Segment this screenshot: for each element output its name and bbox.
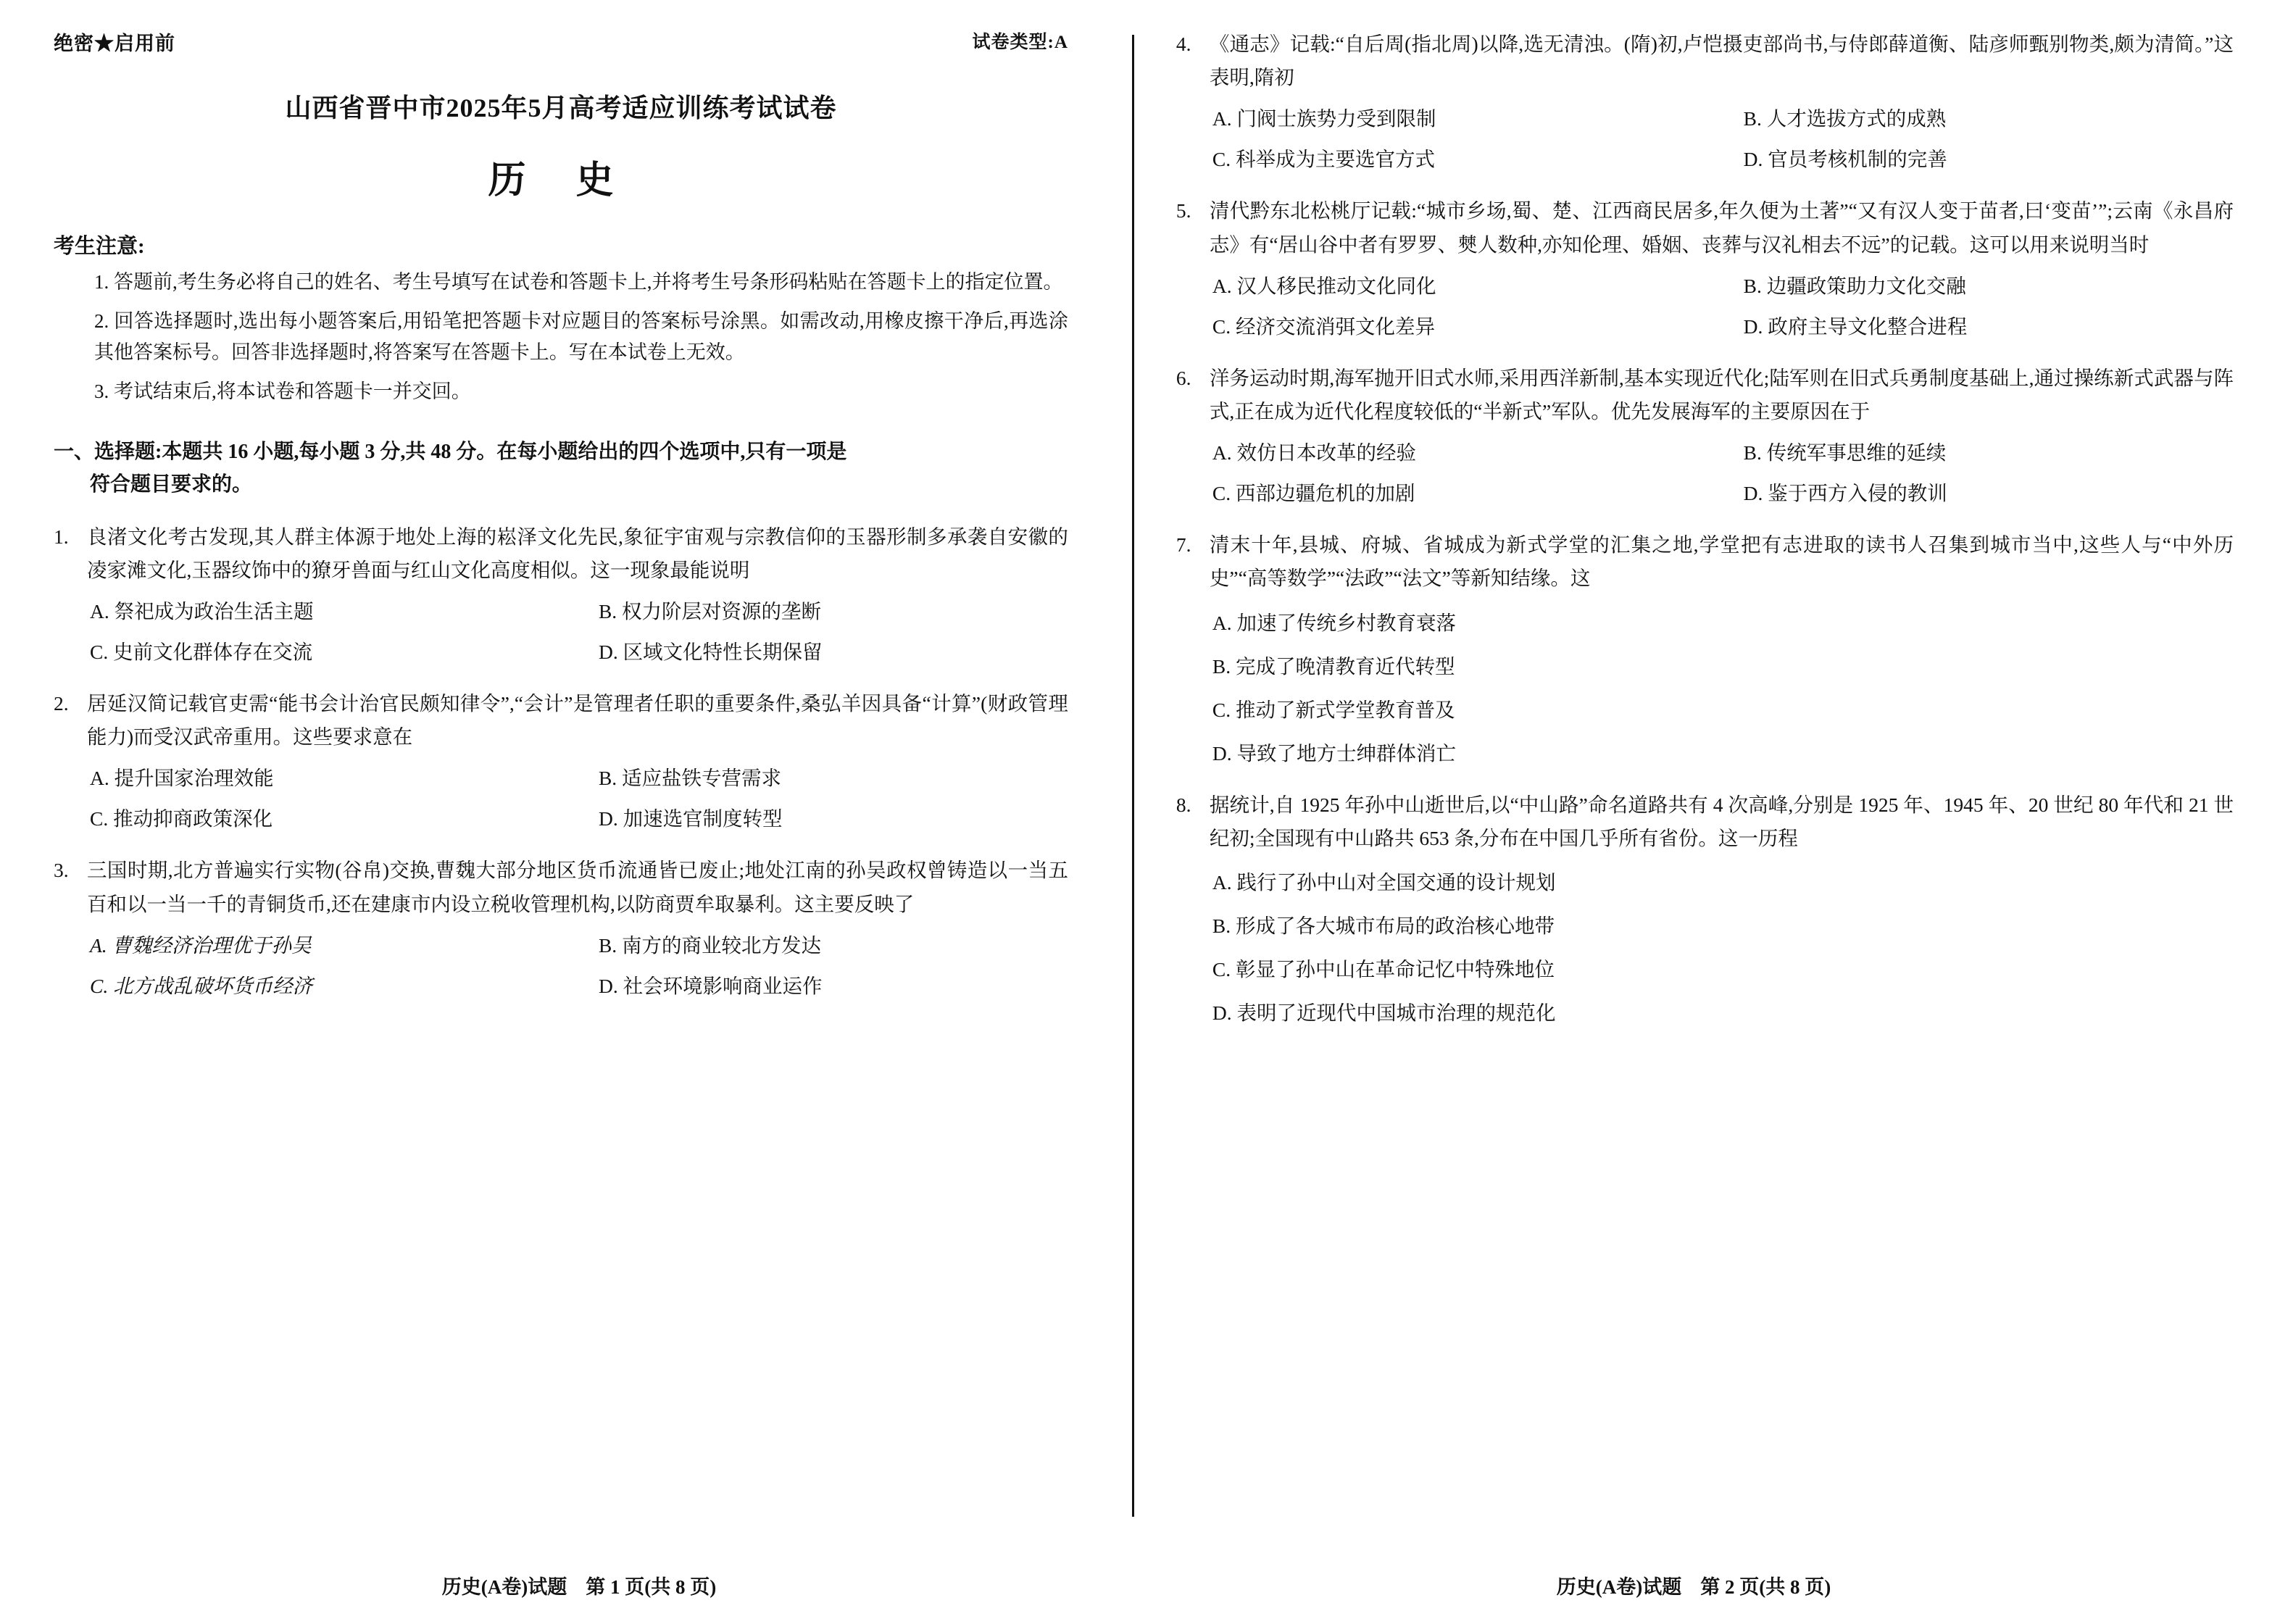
option-row	[1212, 103, 2234, 135]
section-text: 本题共 16 小题,每小题 3 分,共 48 分。在每小题给出的四个选项中,只有一项是	[162, 440, 847, 463]
option-list	[1176, 103, 2234, 175]
option-d[interactable]: D. 社会环境影响商业运作	[598, 974, 823, 997]
option-a[interactable]: A. 门阀士族势力受到限制	[1212, 107, 1436, 130]
option-c[interactable]: C. 经济交流消弭文化差异	[1212, 315, 1436, 338]
option-d[interactable]: D. 表明了近现代中国城市治理的规范化	[1212, 1001, 1556, 1024]
question-7	[1176, 528, 2234, 769]
question-number: 7.	[1176, 533, 1191, 557]
option-list	[1176, 607, 2234, 770]
question-stem	[1176, 194, 2234, 261]
option-c[interactable]: C. 科举成为主要选官方式	[1212, 148, 1436, 171]
section-heading	[54, 436, 1068, 501]
footer-right	[1139, 1571, 2248, 1599]
notice-item: 2. 回答选择题时,选出每小题答案后,用铅笔把答题卡对应题目的答案标号涂黑。如需改动,用橡皮擦干净后,再选涂其他答案标号。回答非选择题时,将答案写在答题卡上。写在本试卷上无效。	[94, 309, 1068, 364]
question-2	[54, 687, 1068, 835]
option-b[interactable]: B. 形成了各大城市布局的政治核心地带	[1212, 914, 1555, 937]
section-label: 一、选择题:	[54, 440, 162, 463]
option-row	[1212, 311, 2234, 343]
option-b[interactable]: B. 适应盐铁专营需求	[598, 767, 782, 790]
page-header	[54, 28, 1068, 56]
option-c[interactable]: C. 推动了新式学堂教育普及	[1212, 698, 1455, 721]
option-list	[1176, 867, 2234, 1029]
option-d[interactable]: D. 区域文化特性长期保留	[598, 641, 823, 664]
question-stem	[1176, 788, 2234, 855]
option-a[interactable]: A. 汉人移民推动文化同化	[1212, 274, 1436, 297]
option-b[interactable]: B. 完成了晚清教育近代转型	[1212, 654, 1455, 678]
question-number: 5.	[1176, 199, 1191, 222]
option-row	[90, 803, 1068, 835]
question-number: 1.	[54, 525, 69, 548]
question-text: 据统计,自 1925 年孙中山逝世后,以“中山路”命名道路共有 4 次高峰,分别是 1925 年、1945 年、20 世纪 80 年代和 21 世纪初;全国现有中山路共 653 条,分布在中国几乎所有省份。这一历程	[1209, 793, 2234, 849]
option-list	[54, 762, 1068, 835]
question-stem	[1176, 528, 2234, 595]
question-number: 8.	[1176, 793, 1191, 816]
option-row	[90, 636, 1068, 668]
question-text: 良渚文化考古发现,其人群主体源于地处上海的崧泽文化先民,象征宇宙观与宗教信仰的玉器形制多承袭自安徽的凌家滩文化,玉器纹饰中的獠牙兽面与红山文化高度相似。这一现象最能说明	[87, 525, 1068, 581]
notice-heading: 考生注意:	[54, 235, 145, 258]
option-a[interactable]: A. 提升国家治理效能	[90, 767, 274, 790]
option-list	[54, 596, 1068, 668]
question-stem	[54, 520, 1068, 587]
option-b[interactable]: B. 传统军事思维的延续	[1743, 441, 1947, 465]
question-stem	[1176, 28, 2234, 94]
question-text: 居延汉简记载官吏需“能书会计治官民颇知律令”,“会计”是管理者任职的重要条件,桑弘羊因具备“计算”(财政管理能力)而受汉武帝重用。这些要求意在	[87, 692, 1068, 749]
option-row	[90, 596, 1068, 628]
option-d[interactable]: D. 导致了地方士绅群体消亡	[1212, 741, 1457, 765]
question-text: 《通志》记载:“自后周(指北周)以降,选无清浊。(隋)初,卢恺摄吏部尚书,与侍郎薛道衡、陆彦师甄别物类,颇为清简。”这表明,隋初	[1209, 33, 2234, 89]
notice-item: 1. 答题前,考生务必将自己的姓名、考生号填写在试卷和答题卡上,并将考生号条形码粘贴在答题卡上的指定位置。	[94, 271, 1063, 293]
option-row	[90, 762, 1068, 794]
notice-item: 3. 考试结束后,将本试卷和答题卡一并交回。	[94, 380, 471, 403]
question-3	[54, 854, 1068, 1002]
question-5	[1176, 194, 2234, 342]
option-list	[54, 930, 1068, 1002]
question-text: 洋务运动时期,海军抛开旧式水师,采用西洋新制,基本实现近代化;陆军则在旧式兵勇制度基础上,通过操练新式武器与阵式,正在成为近代化程度较低的“半新式”军队。优先发展海军的主要原因在于	[1209, 366, 2234, 422]
section-text-cont: 符合题目要求的。	[90, 473, 253, 496]
option-a[interactable]: A. 践行了孙中山对全国交通的设计规划	[1212, 870, 1556, 894]
option-row	[1212, 437, 2234, 469]
footer-left	[32, 1571, 1126, 1599]
option-c[interactable]: C. 西部边疆危机的加剧	[1212, 482, 1415, 505]
option-list	[1176, 270, 2234, 343]
question-8	[1176, 788, 2234, 1029]
option-a[interactable]: A. 加速了传统乡村教育衰落	[1212, 611, 1457, 634]
option-d[interactable]: D. 官员考核机制的完善	[1743, 148, 1947, 171]
option-row	[90, 970, 1068, 1002]
option-a[interactable]: A. 效仿日本改革的经验	[1212, 441, 1417, 465]
question-stem	[1176, 362, 2234, 428]
option-list	[1176, 437, 2234, 509]
option-row	[1212, 478, 2234, 509]
question-text: 三国时期,北方普遍实行实物(谷帛)交换,曹魏大部分地区货币流通皆已废止;地处江南的孙吴政权曾铸造以一当五百和以一当一千的青铜货币,还在建康市内设立税收管理机构,以防商贾牟取暴利。这主要反映了	[87, 859, 1068, 915]
option-c[interactable]: C. 北方战乱破坏货币经济	[90, 974, 313, 997]
option-b[interactable]: B. 权力阶层对资源的垄断	[598, 600, 822, 623]
paper-type-label: 试卷类型:A	[972, 33, 1068, 52]
question-stem	[54, 854, 1068, 920]
question-6	[1176, 362, 2234, 509]
question-number: 3.	[54, 859, 69, 882]
page-column-left	[32, 28, 1112, 1624]
option-a[interactable]: A. 曹魏经济治理优于孙吴	[90, 933, 312, 957]
column-divider	[1132, 35, 1134, 1517]
footer-page-number: 第 2 页(共 8 页)	[1700, 1576, 1831, 1598]
option-b[interactable]: B. 人才选拔方式的成熟	[1743, 107, 1947, 130]
option-a[interactable]: A. 祭祀成为政治生活主题	[90, 600, 314, 623]
option-b[interactable]: B. 边疆政策助力文化交融	[1743, 274, 1966, 297]
question-text: 清代黔东北松桃厅记载:“城市乡场,蜀、楚、江西商民居多,年久便为土著”“又有汉人变于苗者,曰‘变苗’”;云南《永昌府志》有“居山谷中者有罗罗、僰人数种,亦知伦理、婚姻、丧葬与汉礼相去不远”的记载。这可以用来说明当时	[1209, 199, 2234, 256]
question-number: 6.	[1176, 366, 1191, 389]
option-row	[1212, 143, 2234, 175]
question-stem	[54, 687, 1068, 754]
footer-subject: 历史(A卷)试题	[441, 1576, 567, 1598]
subject-title: 历 史	[488, 160, 634, 201]
option-d[interactable]: D. 政府主导文化整合进程	[1743, 315, 1968, 338]
secret-label: 绝密★启用前	[54, 33, 175, 54]
option-c[interactable]: C. 推动抑商政策深化	[90, 807, 273, 830]
question-1	[54, 520, 1068, 668]
option-c[interactable]: C. 史前文化群体存在交流	[90, 641, 313, 664]
exam-title: 山西省晋中市2025年5月高考适应训练考试试卷	[285, 93, 837, 122]
question-number: 2.	[54, 692, 69, 715]
option-d[interactable]: D. 鉴于西方入侵的教训	[1743, 482, 1947, 505]
footer-page-number: 第 1 页(共 8 页)	[586, 1576, 717, 1598]
footer-subject: 历史(A卷)试题	[1556, 1576, 1682, 1598]
option-b[interactable]: B. 南方的商业较北方发达	[598, 933, 822, 957]
question-4	[1176, 28, 2234, 175]
question-number: 4.	[1176, 33, 1191, 55]
option-row	[90, 930, 1068, 962]
option-row	[1212, 270, 2234, 302]
option-c[interactable]: C. 彰显了孙中山在革命记忆中特殊地位	[1212, 957, 1555, 980]
question-text: 清末十年,县城、府城、省城成为新式学堂的汇集之地,学堂把有志进取的读书人召集到城市当中,这些人与“中外历史”“高等数学”“法政”“法文”等新知结缘。这	[1209, 533, 2234, 590]
page-column-right	[1154, 28, 2248, 1624]
option-d[interactable]: D. 加速选官制度转型	[598, 807, 783, 830]
